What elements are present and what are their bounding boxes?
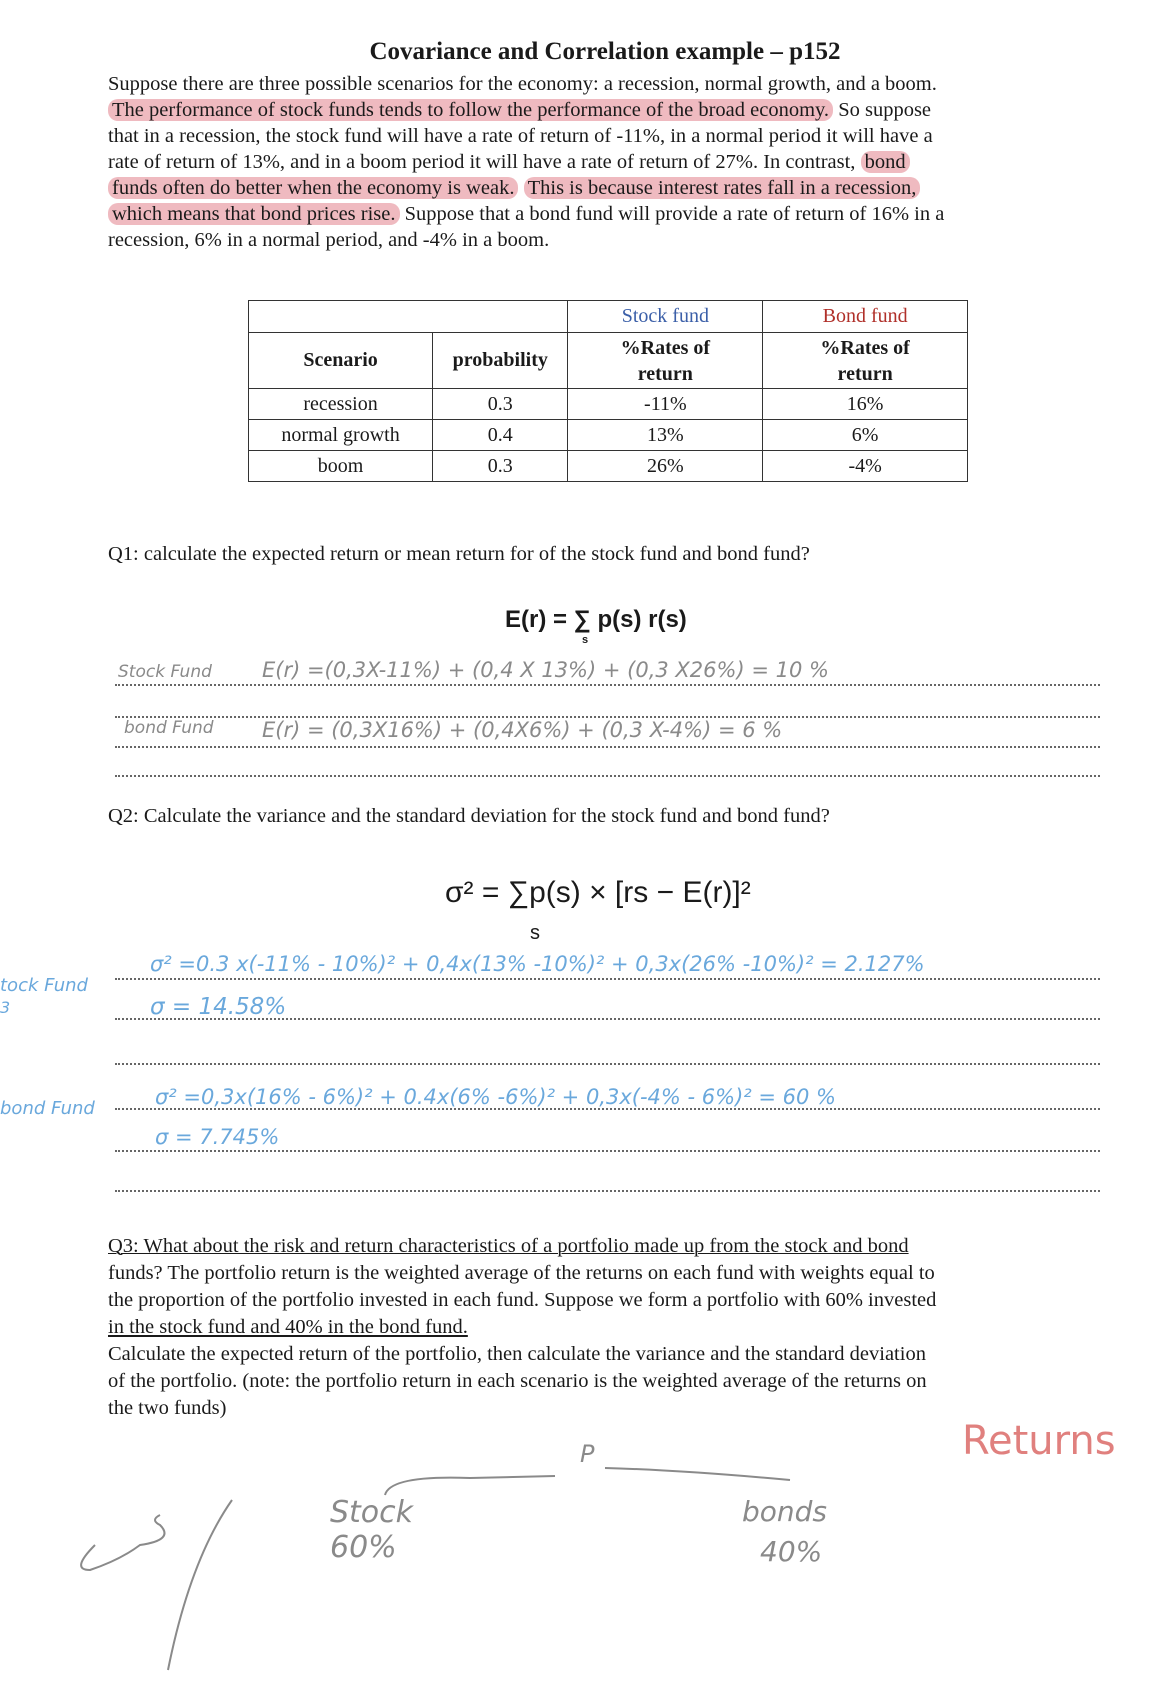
hand-bond-sd: σ = 7.745% xyxy=(155,1125,280,1149)
highlight: funds often do better when the economy is weak. xyxy=(108,177,518,199)
hand-stock-label: Stock Fund xyxy=(118,662,212,682)
q1-text: Q1: calculate the expected return or mean return for of the stock fund and bond fund? xyxy=(108,543,810,565)
hand-returns: Returns xyxy=(962,1418,1116,1464)
q3-line-5: Calculate the expected return of the portfolio, then calculate the variance and the standard deviation xyxy=(108,1343,926,1365)
q3-line-4: in the stock fund and 40% in the bond fund. xyxy=(108,1316,468,1338)
hand-stock-side-label: tock Fund xyxy=(0,975,88,996)
cell-scenario: boom xyxy=(249,451,433,482)
highlight: The performance of stock funds tends to follow the performance of the broad economy. xyxy=(108,99,833,121)
intro-line-7: recession, 6% in a normal period, and -4% in a boom. xyxy=(108,229,550,251)
q3-line-7: the two funds) xyxy=(108,1397,227,1419)
q3-line-2: funds? The portfolio return is the weighted average of the returns on each fund with weights equal to xyxy=(108,1262,935,1284)
col-bond-rates-text: %Rates of return xyxy=(820,336,910,385)
intro-line-1: Suppose there are three possible scenarios for the economy: a recession, normal growth, and a boom. xyxy=(108,73,937,95)
hand-stock-sd: σ = 14.58% xyxy=(150,994,287,1020)
hand-stock-side-num: 3 xyxy=(0,998,11,1017)
intro-line-3: that in a recession, the stock fund will have a rate of return of -11%, in a normal period it will have a xyxy=(108,125,933,147)
page-title: Covariance and Correlation example – p152 xyxy=(369,38,841,65)
col-scenario: Scenario xyxy=(249,333,433,389)
q1-formula-sub: s xyxy=(582,634,589,646)
hand-p-label: P xyxy=(580,1440,595,1468)
hand-bond-label: bond Fund xyxy=(124,718,214,738)
highlight: This is because interest rates fall in a recession, xyxy=(524,177,921,199)
hand-branch-line-right xyxy=(605,1468,790,1480)
cell-stock: -11% xyxy=(568,389,763,420)
hand-bond-side-label: bond Fund xyxy=(0,1098,95,1119)
hand-bond-branch: bonds xyxy=(742,1495,828,1528)
stock-fund-header: Stock fund xyxy=(568,301,763,333)
hand-bond-var: σ² =0,3x(16% - 6%)² + 0.4x(6% -6%)² + 0,3x(-4% - 6%)² = 60 % xyxy=(155,1085,837,1109)
hand-stock-er: E(r) =(0,3X-11%) + (0,4 X 13%) + (0,3 X26%) = 10 % xyxy=(262,658,829,682)
cell-bond: 6% xyxy=(763,420,968,451)
q1-formula: E(r) = ∑ p(s) r(s) xyxy=(505,606,687,633)
q3-text: Q3: What about the risk and return characteristics of a portfolio made up from the stock and bond xyxy=(108,1235,909,1257)
cell-probability: 0.3 xyxy=(433,389,568,420)
q2-formula: σ² = ∑p(s) × [rs − E(r)]² xyxy=(445,876,751,909)
highlight: which means that bond prices rise. xyxy=(108,203,400,225)
intro-text: rate of return of 13%, and in a boom period it will have a rate of return of 27%. In contrast, xyxy=(108,151,856,173)
col-probability: probability xyxy=(433,333,568,389)
q3-line-6: of the portfolio. (note: the portfolio return in each scenario is the weighted average of the returns on xyxy=(108,1370,927,1392)
hand-stock-var: σ² =0.3 x(-11% - 10%)² + 0,4x(13% -10%)² + 0,3x(26% -10%)² = 2.127% xyxy=(150,952,925,976)
hand-bond-pct: 40% xyxy=(760,1535,823,1568)
hand-bond-er: E(r) = (0,3X16%) + (0,4X6%) + (0,3 X-4%) = 6 % xyxy=(262,718,783,742)
hand-branch-line-left xyxy=(385,1476,555,1495)
intro-text: So suppose xyxy=(833,99,932,121)
col-stock-rates-text: %Rates of return xyxy=(620,336,711,385)
cell-stock: 26% xyxy=(568,451,763,482)
hand-stock-branch: Stock xyxy=(330,1495,414,1530)
q2-text: Q2: Calculate the variance and the standard deviation for the stock fund and bond fund? xyxy=(108,805,830,827)
hand-slash-mark xyxy=(168,1500,232,1670)
highlight: bond xyxy=(861,151,910,173)
cell-scenario: recession xyxy=(249,389,433,420)
cell-scenario: normal growth xyxy=(249,420,433,451)
q3-line-3: the proportion of the portfolio invested in each fund. Suppose we form a portfolio with 60% invested xyxy=(108,1289,937,1311)
q2-formula-sub: s xyxy=(530,922,540,944)
bond-fund-header: Bond fund xyxy=(763,301,968,333)
cell-stock: 13% xyxy=(568,420,763,451)
hand-scribble xyxy=(81,1515,164,1570)
cell-bond: -4% xyxy=(763,451,968,482)
intro-text: Suppose that a bond fund will provide a rate of return of 16% in a xyxy=(399,203,945,225)
cell-probability: 0.4 xyxy=(433,420,568,451)
cell-probability: 0.3 xyxy=(433,451,568,482)
cell-bond: 16% xyxy=(763,389,968,420)
hand-stock-pct: 60% xyxy=(330,1530,397,1565)
